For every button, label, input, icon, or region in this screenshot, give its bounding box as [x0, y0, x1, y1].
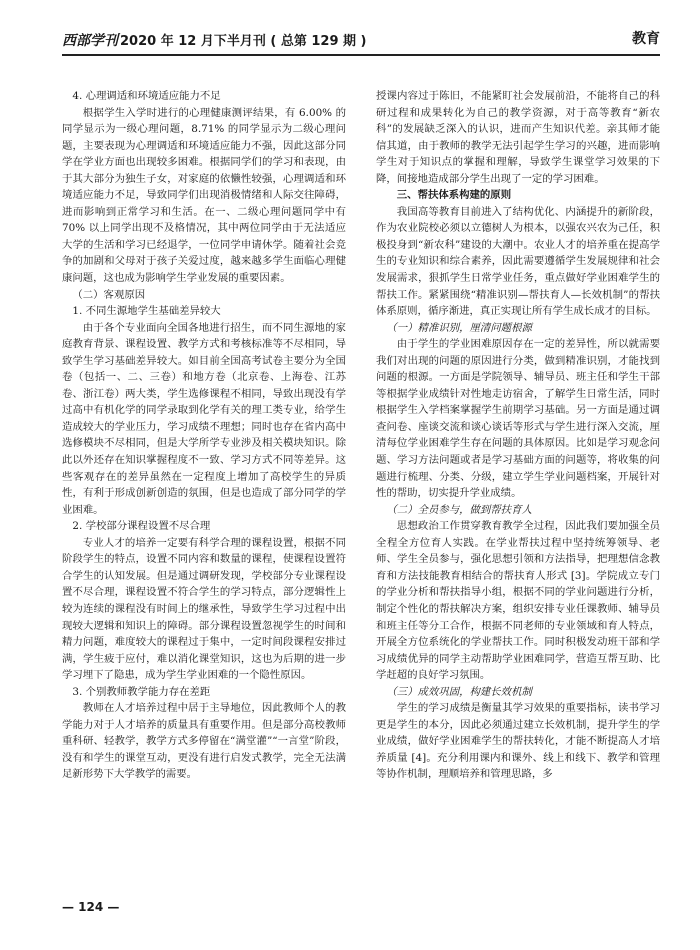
- paragraph: 我国高等教育目前进入了结构优化、内涵提升的新阶段，作为农业院校必须以立德树人为根本，以强农兴农为己任，积极投身到“新农科”建设的大潮中。农业人才的培养重在提高学生的专业知识和综合素养，因此需要遵循学生发展规律和社会发展需求，狠抓学生日常学业任务，重点做好学业困难学生的帮扶工作。紧紧围绕“精准识别—帮扶育人—长效机制”的帮扶体系原则，循序渐进，真正实现让所有学生成长成才的目标。: [376, 205, 660, 318]
- subheading: 3. 个别教师教学能力存在差距: [72, 685, 211, 698]
- subsection-heading: （二）全员参与，做到帮扶育人: [386, 503, 532, 516]
- journal-name: 西部学刊: [62, 33, 118, 49]
- header-rule: [62, 54, 660, 56]
- left-column: [62, 88, 346, 882]
- paragraph: 由于各个专业面向全国各地进行招生，而不同生源地的家庭教育背景、课程设置、教学方式和考核标准等不尽相同，导致学生学习基础差异较大。如目前全国高考试卷主要分为全国卷（包括一、二、三卷）和地方卷（北京卷、上海卷、江苏卷、浙江卷）两大类，学生选修课程不相同，导致出现没有学过高中有机化学的同学录取到化学有关的理工类专业，给学生造成较大的学业压力，学习成绩不理想；同时也存在省内高中选修模块不尽相同，但是大学所学专业涉及相关模块知识。除此以外还存在知识掌握程度不一致、学习方式不同等差异。这些客观存在的差异虽然在一定程度上增加了高校学生的异质性，有利于形成创新创造的氛围，但是也造成了部分同学的学业困难。: [62, 321, 346, 516]
- subheading: 2. 学校部分课程设置不尽合理: [72, 520, 211, 533]
- subsection-heading: （一）精准识别，厘清问题根源: [386, 321, 532, 334]
- section-heading: 三、帮扶体系构建的原则: [396, 189, 512, 202]
- subheading: 4. 心理调适和环境适应能力不足: [72, 90, 221, 102]
- subheading: 1. 不同生源地学生基础差异较大: [72, 305, 221, 318]
- paragraph: 思想政治工作贯穿教育教学全过程，因此我们要加强全员全程全方位育人实践。在学业帮扶过程中坚持统筹领导、老师、学生全员参与，强化思想引领和方法指导，把理想信念教育和方法技能教育相结合的帮扶育人形式 [3]。学院成立专门的学业分析和帮扶指导小组，根据不同的学业问题进行分析，制定个性化的帮扶解决方案，组织安排专业任课教师、辅导员和班主任等分工合作，根据不同老师的专业领域和育人特点，开展全方位系统化的学业帮扶工作。同时积极发动班干部和学习成绩优异的同学主动帮助学业困难同学，营造互帮互助、比学赶超的良好学习氛围。: [376, 520, 660, 682]
- paragraph-continued: 授课内容过于陈旧，不能紧盯社会发展前沿，不能将自己的科研过程和成果转化为自己的教学资源，对于高等教育“新农科”的发展缺乏深入的认识，进而产生知识代差。亲其师才能信其道，由于教师的教学无法引起学生学习的兴趣，进而影响学生对于知识点的掌握和理解，导致学生课堂学习效果的下降，间接地造成部分学生出现了一定的学习困难。: [376, 90, 660, 185]
- page-number: — 124 —: [62, 900, 120, 914]
- subsection-heading: （三）成效巩固，构建长效机制: [386, 685, 532, 698]
- page-header: [62, 28, 660, 52]
- issue-info: 2020 年 12 月下半月刊 ( 总第 129 期 ): [120, 34, 367, 49]
- section-label: 教育: [632, 31, 660, 47]
- paragraph: 由于学生的学业困难原因存在一定的差异性，所以就需要我们对出现的问题的原因进行分类，做到精准识别，才能找到问题的根源。一方面是学院领导、辅导员、班主任和学生干部等根据学业成绩针对性地走访宿舍，了解学生日常生活，同时根据学生入学档案掌握学生前期学习基础。另一方面是通过调查问卷、座谈交流和谈心谈话等形式与学生进行深入交流，厘清每位学业困难学生存在问题的具体原因。比如是学习观念问题、学习方法问题或者是学习基础方面的问题等，将收集的问题进行梳理、分类、分级，建立学生学业问题档案，开展针对性的帮助，切实提升学业成绩。: [376, 338, 660, 500]
- paragraph: 学生的学习成绩是衡量其学习效果的重要指标，读书学习更是学生的本分，因此必须通过建立长效机制，提升学生的学业成绩，做好学业困难学生的帮扶转化，才能不断提高人才培养质量 [4]。充分利用课内和课外、线上和线下、教学和管理等协作机制，理顺培养和管理思路，多: [376, 702, 660, 781]
- right-column: [376, 88, 660, 882]
- paragraph: 专业人才的培养一定要有科学合理的课程设置，根据不同阶段学生的特点，设置不同内容和数量的课程，使课程设置符合学生的认知发展。但是通过调研发现，学校部分专业课程设置不尽合理，课程设置不符合学生的学习特点，部分逻辑性上较为连续的课程没有时间上的继承性，导致学生学习过程中出现较大逻辑和知识上的障碍。部分课程设置忽视学生的时间和精力问题，难度较大的课程过于集中，一定时间段课程安排过满，学生疲于应付，难以消化课堂知识，这也为后期的进一步学习埋下了隐患，成为学生学业困难的一个隐性原因。: [62, 536, 346, 682]
- paragraph: 教师在人才培养过程中居于主导地位，因此教师个人的教学能力对于人才培养的质量具有重要作用。但是部分高校教师重科研、轻教学，教学方式多停留在“满堂灌”“一言堂”阶段，没有和学生的课堂互动，更没有进行启发式教学，完全无法满足新形势下大学教学的需要。: [62, 702, 346, 781]
- paragraph: 根据学生入学时进行的心理健康测评结果，有 6.00% 的同学显示为一级心理问题，8.71% 的同学显示为二级心理问题，主要表现为心理调适和环境适应能力不强，因此这部分同学在学业方面也出现较多困难。根据同学们的学习和表现，由于其大部分为独生子女，对家庭的依懒性较强，心理调适和环境适应能力不足，导致同学们出现消极情绪和人际交往障碍，进而影响到正常学习和生活。在一、二级心理问题同学中有 70% 以上同学出现不及格情况，其中两位同学由于无法适应大学的生活和学习已经退学，一位同学申请休学。随着社会竞争的加剧和父母对于孩子关爱过度，越来越多学生面临心理健康问题，这也成为影响学生学业发展的重要因素。: [62, 106, 346, 285]
- subheading: （二）客观原因: [72, 288, 146, 301]
- journal-masthead: [62, 30, 367, 50]
